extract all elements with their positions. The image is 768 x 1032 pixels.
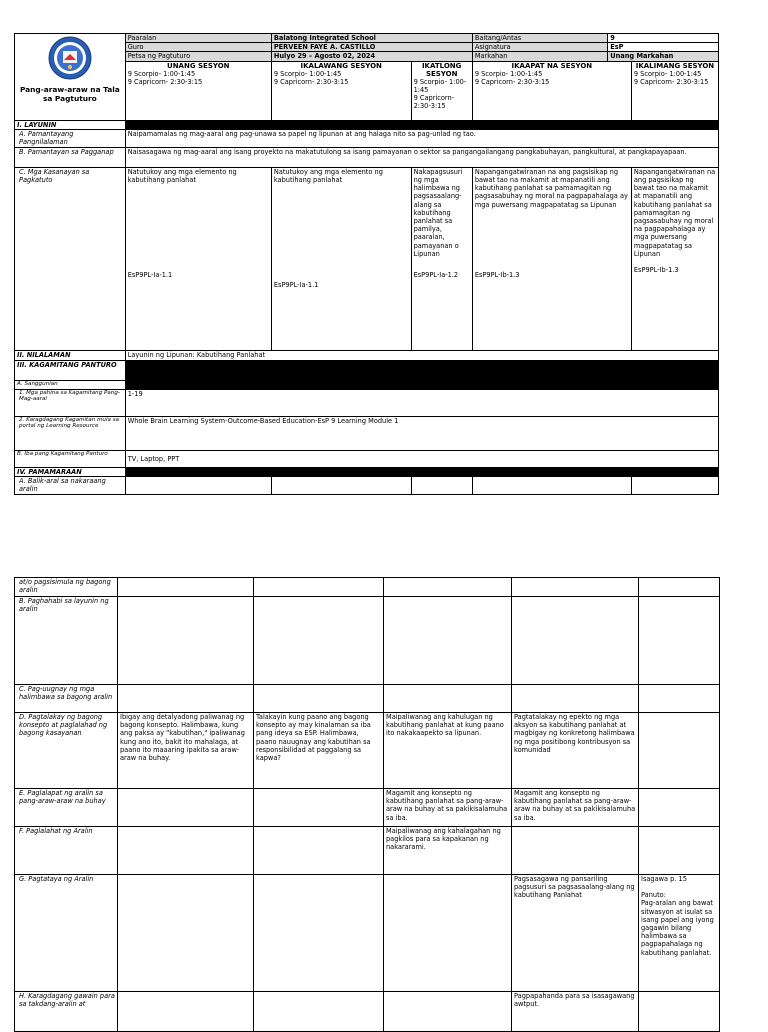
session-5-sched-2: 9 Capricorn- 2:30-3:15: [633, 77, 709, 86]
session-4-sched-2: 9 Capricorn- 2:30-3:15: [474, 77, 550, 86]
session-3-header: [411, 61, 472, 120]
subject-value: EsP: [608, 43, 719, 52]
session-5-title: IKALIMANG SESYON: [635, 61, 715, 70]
balik-aral-cont-s3: [384, 578, 512, 597]
panuto-label: Panuto:: [641, 891, 666, 900]
session-2-title: IKALAWANG SESYON: [300, 61, 382, 70]
row-pamantayan-sa-pagganap-text: Naisasagawa ng mag-aaral ang isang proyekto na makatutulong sa isang pamayanan o sektor sa pangangailangang pangkabuhayan, pangkultural, at pangkapayapaan.: [125, 147, 718, 167]
paghahabi-s3: [384, 597, 512, 685]
pag-uugnay-s1: [118, 685, 254, 713]
paglalahat-s4: [512, 827, 639, 875]
balik-aral-cont-s2: [254, 578, 384, 597]
session-5-sched-1: 9 Scorpio- 1:00-1:45: [633, 69, 702, 78]
kasanayan-1-text: Natutukoy ang mga elemento ng kabutihang panlahat: [127, 167, 237, 185]
karagdagang-kagamitan-text: Whole Brain Learning System-Outcome-Based Education-EsP 9 Learning Module 1: [125, 416, 718, 450]
session-1-header: [125, 61, 271, 120]
paglalahat-s3: Maipaliwanag ang kahalagahan ng pagkilos para sa kapakanan ng nakararami.: [384, 827, 512, 875]
iba-pang-kagamitan-text: TV, Laptop, PPT: [125, 450, 718, 467]
session-2-sched-2: 9 Capricorn- 2:30-3:15: [273, 77, 349, 86]
pag-uugnay-s3: [384, 685, 512, 713]
balik-aral-s3: [411, 477, 472, 495]
subject-label: Asignatura: [472, 43, 607, 52]
pagtataya-label: G. Pagtataya ng Aralin: [15, 875, 118, 992]
paglalahat-s2: [254, 827, 384, 875]
karagdagang-gawain-s4: Pagpapahanda para sa isasagawang awtput.: [512, 992, 639, 1032]
kasanayan-session-4: [472, 167, 631, 350]
kasanayan-3-text: Nakapagsusuri ng mga halimbawa ng pagsasaalang-alang sa kabutihang panlahat sa pamilya, paaralan, pamayanan o Lipunan: [413, 167, 463, 258]
balik-aral-cont-s1: [118, 578, 254, 597]
kasanayan-session-2: [271, 167, 411, 350]
balik-aral-cont-s4: [512, 578, 639, 597]
teaching-date-value: Hulyo 29 – Agosto 02, 2024: [271, 52, 472, 61]
pag-uugnay-s5: [639, 685, 720, 713]
paglalapat-label: E. Paglalapat ng aralin sa pang-araw-araw na buhay: [15, 789, 118, 827]
row-kasanayan-label: C. Mga Kasanayan sa Pagkatuto: [15, 167, 126, 350]
section-kagamitan-bar: [125, 360, 718, 389]
session-1-title: UNANG SESYON: [167, 61, 230, 70]
school-value: Balatong Integrated School: [271, 34, 472, 43]
balik-aral-s5: [631, 477, 718, 495]
panuto-text: Pag-aralan ang bawat sitwasyon at isulat sa isang papel ang iyong gagawin bilang halimbawa sa pagpapahalaga ng kabutihang panlahat.: [641, 899, 714, 957]
pagtalakay-s5: [639, 713, 720, 789]
kasanayan-4-text: Napangangatwiranan na ang pagsisikap ng bawat tao na makamit at mapanatili ang kabutihang panlahat sa pamamagitan ng pagsasabuhay ng moral na pagpapahalaga ay mga puwersang magpapatatag sa Lipunan: [474, 167, 628, 209]
section-nilalaman: II. NILALAMAN: [15, 350, 126, 360]
header-logo-cell: [15, 34, 126, 121]
session-4-sched-1: 9 Scorpio- 1:00-1:45: [474, 69, 543, 78]
section-kagamitang-panturo: III. KAGAMITANG PANTURO: [15, 360, 126, 380]
paghahabi-label: B. Paghahabi sa layunin ng aralin: [15, 597, 118, 685]
pagtataya-s4: Pagsasagawa ng pansariling pagsusuri sa pagsasaalang-alang ng kabutihang Panlahat: [512, 875, 639, 992]
pagtataya-s1: [118, 875, 254, 992]
session-2-sched-1: 9 Scorpio- 1:00-1:45: [273, 69, 342, 78]
karagdagang-gawain-label: H. Karagdagang gawain para sa takdang-aralin at: [15, 992, 118, 1032]
grade-level-value: 9: [608, 34, 719, 43]
kasanayan-3-code: EsP9PL-Ia-1.2: [413, 270, 459, 279]
pagtalakay-label: D. Pagtalakay ng bagong konsepto at paglalahad ng bagong kasayanan: [15, 713, 118, 789]
row-pamantayan-sa-pagganap-label: B. Pamantayan sa Pagganap: [15, 147, 126, 167]
pagtalakay-s4: Pagtatalakay ng epekto ng mga aksyon sa kabutihang panlahat at magbigay ng konkretong halimbawa ng mga positibong kontribusyon sa komunidad: [512, 713, 639, 789]
paglalapat-s1: [118, 789, 254, 827]
section-pamamaraan-bar: [125, 467, 718, 476]
section-layunin-bar: [125, 120, 718, 129]
paghahabi-s5: [639, 597, 720, 685]
paglalahat-label: F. Paglalahat ng Aralin: [15, 827, 118, 875]
pagtataya-s2: [254, 875, 384, 992]
row-pamantayang-pangnilalaman-text: Naipamamalas ng mag-aaral ang pag-unawa sa papel ng lipunan at ang halaga nito sa pag-unlad ng tao.: [125, 129, 718, 147]
paglalapat-s4: Magamit ang konsepto ng kabutihang panlahat sa pang-araw-araw na buhay at sa pakikisalamuha sa iba.: [512, 789, 639, 827]
teacher-value: PERVEEN FAYE A. CASTILLO: [271, 43, 472, 52]
karagdagang-gawain-s3: [384, 992, 512, 1032]
kasanayan-session-3: [411, 167, 472, 350]
paglalapat-s5: [639, 789, 720, 827]
kasanayan-5-text: Napangangatwiranan na ang pagsisikap ng bawat tao na makamit at mapanatili ang kabutihang panlahat sa pamamagitan ng pagsasabuhay ng moral na pagpapahalaga ay mga puwersang magpapatatag sa Lipunan: [633, 167, 716, 258]
document-title: Pang-araw-araw na Tala sa Pagtuturo: [19, 85, 120, 104]
karagdagang-kagamitan-label: 2. Karagdagang Kagamitan mula sa portal ng Learning Resource: [15, 416, 126, 450]
session-4-title: IKAAPAT NA SESYON: [511, 61, 593, 70]
paglalapat-s3: Magamit ang konsepto ng kabutihang panlahat sa pang-araw-araw na buhay at sa pakikisalamuha sa iba.: [384, 789, 512, 827]
paglalapat-s2: [254, 789, 384, 827]
pag-uugnay-label: C. Pag-uugnay ng mga halimbawa sa bagong aralin: [15, 685, 118, 713]
session-5-header: [631, 61, 718, 120]
quarter-label: Markahan: [472, 52, 607, 61]
pagtalakay-s3: Maipaliwanag ang kahulugan ng kabutihang panlahat at kung paano ito nakakaapekto sa lipunan.: [384, 713, 512, 789]
isagawa-text: Isagawa p. 15: [641, 875, 687, 883]
kasanayan-5-code: EsP9PL-Ib-1.3: [633, 266, 679, 275]
balik-aral-cont-label: at/o pagsisimula ng bagong aralin: [15, 578, 118, 597]
iba-pang-kagamitan-label: B. Iba pang Kagamitang Panturo: [15, 450, 126, 467]
paghahabi-s2: [254, 597, 384, 685]
kasanayan-2-text: Natutukoy ang mga elemento ng kabutihang panlahat: [273, 167, 383, 185]
session-1-sched-2: 9 Capricorn- 2:30-3:15: [127, 77, 203, 86]
session-3-sched-1: 9 Scorpio- 1:00-1:45: [413, 77, 467, 94]
karagdagang-gawain-s5: [639, 992, 720, 1032]
quarter-value: Unang Markahan: [608, 52, 719, 61]
balik-aral-s4: [472, 477, 631, 495]
pagtalakay-s2: Talakayin kung paano ang bagong konsepto ay may kinalaman sa iba pang ideya sa ESP. Halimbawa, paano nauugnay ang kabutihan sa responsibilidad at paggalang sa kapwa?: [254, 713, 384, 789]
section-layunin: I. LAYUNIN: [15, 120, 126, 129]
nilalaman-text: Layunin ng Lipunan: Kabutihang Panlahat: [125, 350, 718, 360]
balik-aral-cont-s5: [639, 578, 720, 597]
kasanayan-session-5: [631, 167, 718, 350]
paghahabi-s4: [512, 597, 639, 685]
balik-aral-s1: [125, 477, 271, 495]
teaching-date-label: Petsa ng Pagtuturo: [125, 52, 271, 61]
pagtataya-s3: [384, 875, 512, 992]
paglalahat-s5: [639, 827, 720, 875]
kasanayan-4-code: EsP9PL-Ib-1.3: [474, 270, 520, 279]
balik-aral-s2: [271, 477, 411, 495]
session-3-title: IKATLONG SESYON: [421, 61, 462, 78]
kasanayan-1-code: EsP9PL-Ia-1.1: [127, 270, 173, 279]
paglalahat-s1: [118, 827, 254, 875]
pagtataya-s5: [639, 875, 720, 992]
kasanayan-2-code: EsP9PL-Ia-1.1: [273, 280, 319, 289]
section-pamamaraan: IV. PAMAMARAAN: [15, 467, 126, 476]
lesson-log-table-page1: [14, 33, 719, 495]
session-1-sched-1: 9 Scorpio- 1:00-1:45: [127, 69, 196, 78]
mga-pahina-text: 1-19: [125, 389, 718, 416]
deped-seal-icon: [48, 36, 92, 80]
sanggunian-label: A. Sanggunian: [15, 380, 126, 389]
session-4-header: [472, 61, 631, 120]
pag-uugnay-s4: [512, 685, 639, 713]
karagdagang-gawain-s1: [118, 992, 254, 1032]
kasanayan-session-1: [125, 167, 271, 350]
pag-uugnay-s2: [254, 685, 384, 713]
row-pamantayang-pangnilalaman-label: A. Pamantayang Pangnilalaman: [15, 129, 126, 147]
paghahabi-s1: [118, 597, 254, 685]
mga-pahina-label: 1. Mga pahina sa Kagamitang Pang-Mag-aaral: [15, 389, 126, 416]
school-label: Paaralan: [125, 34, 271, 43]
balik-aral-label: A. Balik-aral sa nakaraang aralin: [15, 477, 126, 495]
session-2-header: [271, 61, 411, 120]
session-3-sched-2: 9 Capricorn- 2:30-3:15: [413, 94, 455, 111]
grade-level-label: Baitang/Antas: [472, 34, 607, 43]
lesson-log-table-page2: [14, 577, 720, 1032]
pagtalakay-s1: Ibigay ang detalyadong paliwanag ng bagong konsepto. Halimbawa, kung ang paksa ay "kabutihan," ipaliwanag kung ano ito, bakit ito mahalaga, at paano ito maaaring ipakita sa araw-araw na buhay.: [118, 713, 254, 789]
teacher-label: Guro: [125, 43, 271, 52]
karagdagang-gawain-s2: [254, 992, 384, 1032]
